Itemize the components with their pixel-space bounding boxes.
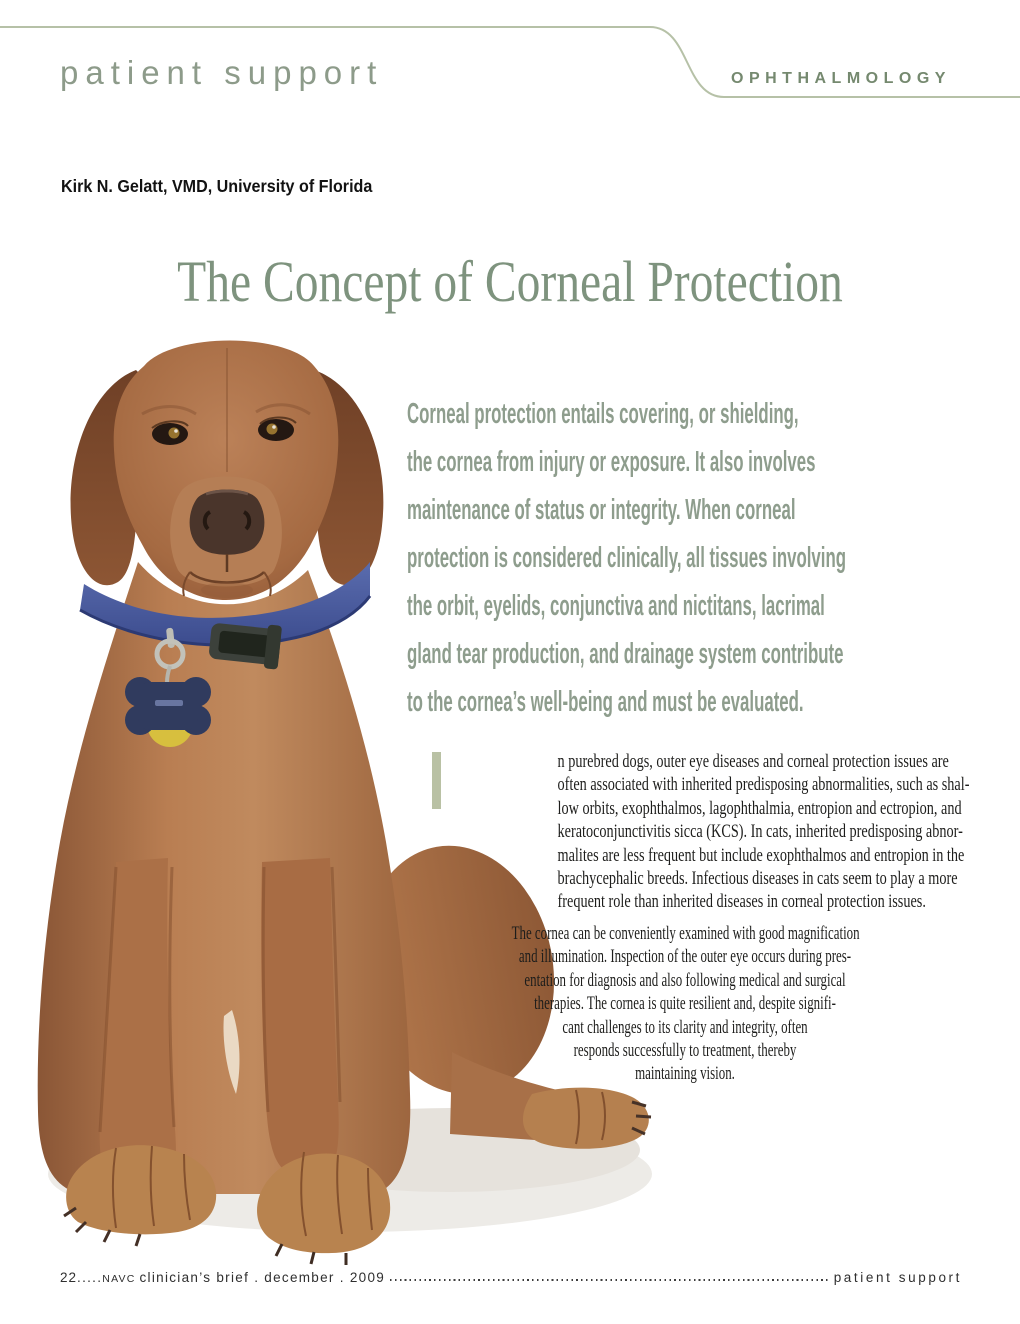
- intro-line: to the cornea’s well-being and must be evaluated.: [407, 686, 804, 718]
- intro-line: the orbit, eyelids, conjunctiva and nictitans, lacrimal: [407, 590, 825, 622]
- body-line: entation for diagnosis and also following medical and surgical: [524, 969, 846, 991]
- body-line: cant challenges to its clarity and integrity, often: [562, 1016, 808, 1038]
- intro-line: protection is considered clinically, all tissues involving: [407, 542, 847, 574]
- category-label: OPHTHALMOLOGY: [731, 70, 951, 87]
- intro-deck: [407, 390, 967, 726]
- section-kicker: patient support: [60, 54, 384, 91]
- body-line: maintaining vision.: [635, 1063, 735, 1085]
- body-line: responds successfully to treatment, thereby: [573, 1039, 797, 1061]
- body-line: The cornea can be conveniently examined with good magnification: [511, 923, 860, 944]
- author-byline: Kirk N. Gelatt, VMD, University of Florida: [61, 176, 373, 196]
- body-paragraph-2: [430, 922, 940, 1086]
- intro-line: maintenance of status or integrity. When corneal: [407, 494, 796, 526]
- footer-publication: clinician’s brief . december . 2009: [139, 1270, 386, 1285]
- intro-line: gland tear production, and drainage system contribute: [407, 638, 844, 670]
- body-paragraph-1: [430, 750, 970, 914]
- article-title: The Concept of Corneal Protection: [177, 249, 843, 314]
- body-line: keratoconjunctivitis sicca (KCS). In cats, inherited predisposing abnor-: [557, 821, 963, 843]
- page-footer: [60, 1270, 962, 1285]
- dog-nose: [190, 490, 265, 555]
- body-line: often associated with inherited predisposing abnormalities, such as shal-: [557, 774, 970, 796]
- body-line: malites are less frequent but include exophthalmos and entropion in the: [557, 844, 965, 866]
- body-line: frequent role than inherited diseases in corneal protection issues.: [557, 891, 926, 913]
- intro-line: the cornea from injury or exposure. It also involves: [407, 446, 816, 478]
- intro-line: Corneal protection entails covering, or shielding,: [407, 398, 799, 430]
- footer-brand: NAVC: [102, 1273, 136, 1285]
- footer-section: patient support: [833, 1270, 962, 1285]
- body-line: therapies. The cornea is quite resilient and, despite signifi-: [534, 993, 836, 1015]
- page-number: 22: [60, 1270, 78, 1285]
- body-line: n purebred dogs, outer eye diseases and corneal protection issues are: [557, 751, 949, 772]
- footer-dots: .....: [77, 1270, 103, 1285]
- body-line: low orbits, exophthalmos, lagophthalmia, entropion and ectropion, and: [557, 797, 962, 819]
- body-line: and illumination. Inspection of the outer eye occurs during pres-: [518, 946, 852, 968]
- footer-dot-leader: [390, 1279, 831, 1281]
- body-line: brachycephalic breeds. Infectious diseases in cats seem to play a more: [557, 867, 958, 889]
